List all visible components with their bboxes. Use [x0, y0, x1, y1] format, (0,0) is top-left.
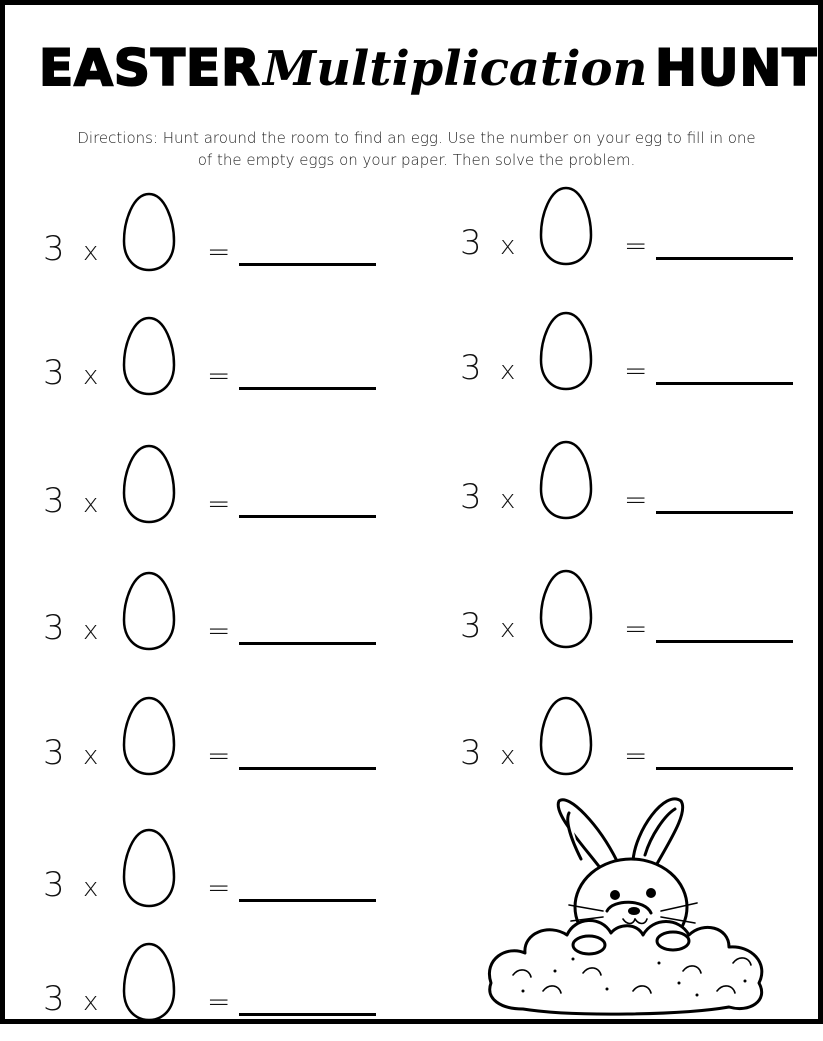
blank-egg-icon[interactable] — [119, 443, 179, 525]
factor: 3 — [43, 979, 65, 1019]
blank-egg-icon[interactable] — [119, 570, 179, 652]
equals-sign: = — [624, 483, 648, 516]
title-hunt: HUNT — [655, 39, 818, 97]
problem-2 — [460, 185, 820, 285]
times-sign: x — [83, 237, 99, 267]
times-sign: x — [83, 616, 99, 646]
problem-9 — [43, 695, 403, 795]
title-multiplication: Multiplication — [263, 41, 648, 97]
answer-line[interactable] — [656, 640, 793, 643]
factor: 3 — [43, 481, 65, 521]
equals-sign: = — [624, 612, 648, 645]
problem-6 — [460, 439, 820, 539]
equals-sign: = — [207, 359, 231, 392]
answer-line[interactable] — [239, 899, 376, 902]
times-sign: x — [500, 485, 516, 515]
factor: 3 — [43, 733, 65, 773]
answer-line[interactable] — [239, 1013, 376, 1016]
factor: 3 — [460, 606, 482, 646]
answer-line[interactable] — [239, 642, 376, 645]
blank-egg-icon[interactable] — [119, 827, 179, 909]
blank-egg-icon[interactable] — [536, 439, 596, 521]
times-sign: x — [83, 873, 99, 903]
times-sign: x — [83, 987, 99, 1017]
factor: 3 — [460, 477, 482, 517]
blank-egg-icon[interactable] — [536, 568, 596, 650]
equals-sign: = — [207, 985, 231, 1018]
problem-12 — [43, 941, 403, 1041]
factor: 3 — [43, 229, 65, 269]
blank-egg-icon[interactable] — [119, 191, 179, 273]
directions-line-1: Directions: Hunt around the room to find an egg. Use the number on your egg to fill in one — [77, 129, 756, 147]
times-sign: x — [500, 741, 516, 771]
problem-10 — [460, 695, 820, 795]
equals-sign: = — [624, 739, 648, 772]
directions-line-2: of the empty eggs on your paper. Then solve the problem. — [197, 151, 636, 169]
times-sign: x — [500, 614, 516, 644]
problem-8 — [460, 568, 820, 668]
blank-egg-icon[interactable] — [119, 941, 179, 1023]
equals-sign: = — [624, 229, 648, 262]
times-sign: x — [83, 489, 99, 519]
answer-line[interactable] — [239, 767, 376, 770]
equals-sign: = — [207, 739, 231, 772]
answer-line[interactable] — [239, 387, 376, 390]
problem-4 — [460, 310, 820, 410]
times-sign: x — [83, 361, 99, 391]
worksheet-title — [5, 29, 823, 109]
blank-egg-icon[interactable] — [119, 695, 179, 777]
factor: 3 — [460, 733, 482, 773]
answer-line[interactable] — [239, 515, 376, 518]
bunny-in-grass-icon — [483, 795, 773, 1017]
factor: 3 — [460, 348, 482, 388]
equals-sign: = — [207, 871, 231, 904]
answer-line[interactable] — [239, 263, 376, 266]
factor: 3 — [460, 223, 482, 263]
answer-line[interactable] — [656, 767, 793, 770]
problem-7 — [43, 570, 403, 670]
problem-5 — [43, 443, 403, 543]
equals-sign: = — [207, 487, 231, 520]
blank-egg-icon[interactable] — [536, 695, 596, 777]
blank-egg-icon[interactable] — [119, 315, 179, 397]
times-sign: x — [83, 741, 99, 771]
answer-line[interactable] — [656, 511, 793, 514]
problem-1 — [43, 191, 403, 291]
answer-line[interactable] — [656, 257, 793, 260]
problem-11 — [43, 827, 403, 927]
factor: 3 — [43, 865, 65, 905]
title-easter: EASTER — [39, 39, 261, 97]
times-sign: x — [500, 356, 516, 386]
factor: 3 — [43, 608, 65, 648]
answer-line[interactable] — [656, 382, 793, 385]
equals-sign: = — [624, 354, 648, 387]
blank-egg-icon[interactable] — [536, 185, 596, 267]
equals-sign: = — [207, 614, 231, 647]
equals-sign: = — [207, 235, 231, 268]
directions-text — [65, 127, 768, 171]
times-sign: x — [500, 231, 516, 261]
factor: 3 — [43, 353, 65, 393]
problem-3 — [43, 315, 403, 415]
blank-egg-icon[interactable] — [536, 310, 596, 392]
